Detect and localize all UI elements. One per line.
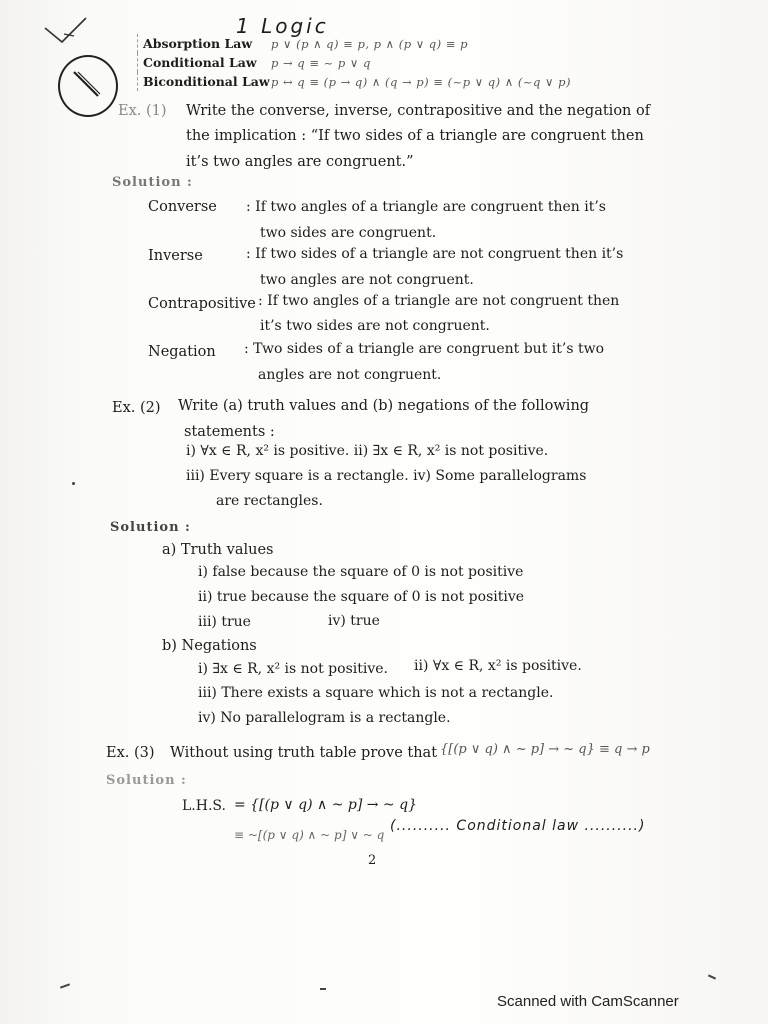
- answer-term: Negation: [148, 344, 216, 360]
- ex1-question-line: it’s two angles are congruent.”: [186, 154, 414, 170]
- ex2-question-line: statements :: [184, 424, 275, 440]
- lhs-label: L.H.S.: [182, 798, 226, 814]
- ex3-label: Ex. (3): [106, 745, 155, 761]
- ex3-question: Without using truth table prove that: [170, 745, 438, 761]
- lhs-step: ≡ ~[(p ∨ q) ∧ ~ p] ∨ ~ q: [234, 828, 385, 842]
- negation-line: iv) No parallelogram is a rectangle.: [198, 710, 451, 726]
- law-formula: p ∨ (p ∧ q) ≡ p, p ∧ (p ∨ q) ≡ p: [271, 36, 468, 51]
- truth-value-line: ii) true because the square of 0 is not positive: [198, 589, 525, 605]
- answer-line: : If two angles of a triangle are congruent then it’s: [246, 199, 606, 215]
- lhs-step-note: (.......... Conditional law ..........): [390, 818, 646, 834]
- page-title: 1 Logic: [236, 14, 329, 38]
- ex2-question-line: Write (a) truth values and (b) negations of the following: [178, 398, 590, 414]
- answer-line: : If two sides of a triangle are not congruent then it’s: [246, 246, 624, 262]
- ex2-statement: iii) Every square is a rectangle. iv) Some parallelograms: [186, 468, 587, 484]
- part-b-heading: b) Negations: [162, 638, 257, 654]
- law-formula: p → q ≡ ~ p ∨ q: [271, 55, 371, 70]
- ex2-statement: are rectangles.: [216, 493, 323, 509]
- page-number: 2: [368, 853, 377, 868]
- law-name: Conditional Law: [143, 55, 257, 70]
- negation-line: i) ∃x ∈ R, x² is not positive.: [198, 661, 388, 677]
- ex2-solution-label: Solution :: [110, 520, 191, 535]
- part-a-heading: a) Truth values: [162, 542, 274, 558]
- law-row: [137, 34, 657, 53]
- ex2-label: Ex. (2): [112, 400, 161, 416]
- scan-speck: [320, 988, 326, 990]
- truth-value-line: i) false because the square of 0 is not positive: [198, 564, 524, 580]
- laws-table: [137, 34, 657, 91]
- ex2-statement: i) ∀x ∈ R, x² is positive. ii) ∃x ∈ R, x² is not positive.: [186, 443, 549, 459]
- truth-value-line: iii) true: [198, 614, 251, 630]
- ex3-solution-label: Solution :: [106, 773, 187, 788]
- ex1-question-line: the implication : “If two sides of a triangle are congruent then: [186, 128, 644, 144]
- answer-line: two angles are not congruent.: [260, 272, 474, 288]
- negation-line: iii) There exists a square which is not a rectangle.: [198, 685, 554, 701]
- law-row: [137, 53, 657, 72]
- scanner-watermark: Scanned with CamScanner: [497, 993, 679, 1010]
- scan-speck: [708, 974, 716, 979]
- law-name: Absorption Law: [143, 36, 253, 51]
- answer-term: Inverse: [148, 248, 203, 264]
- ex1-solution-label: Solution :: [112, 175, 193, 190]
- answer-term: Converse: [148, 199, 217, 215]
- ex3-expression: {[(p ∨ q) ∧ ~ p] → ~ q} ≡ q → p: [440, 742, 650, 757]
- check-mark-icon: [40, 14, 90, 48]
- answer-line: : Two sides of a triangle are congruent but it’s two: [244, 341, 604, 357]
- answer-line: two sides are congruent.: [260, 225, 437, 241]
- scan-speck: [72, 482, 75, 485]
- answer-term: Contrapositive: [148, 296, 256, 312]
- answer-line: it’s two sides are not congruent.: [260, 318, 490, 334]
- truth-value-line: iv) true: [328, 613, 380, 629]
- answer-line: angles are not congruent.: [258, 367, 442, 383]
- ex1-question-line: Write the converse, inverse, contrapositive and the negation of: [186, 103, 651, 119]
- answer-line: : If two angles of a triangle are not congruent then: [258, 293, 620, 309]
- law-formula: p ↔ q ≡ (p → q) ∧ (q → p) ≡ (~p ∨ q) ∧ (~q ∨ p): [271, 74, 571, 89]
- slash-mark-icon: [68, 68, 108, 104]
- ex1-label: Ex. (1): [118, 103, 167, 119]
- scan-speck: [60, 983, 70, 988]
- law-name: Biconditional Law: [143, 74, 270, 89]
- negation-line: ii) ∀x ∈ R, x² is positive.: [414, 658, 582, 674]
- law-row: [137, 72, 657, 91]
- lhs-expression: = {[(p ∨ q) ∧ ~ p] → ~ q}: [234, 797, 417, 813]
